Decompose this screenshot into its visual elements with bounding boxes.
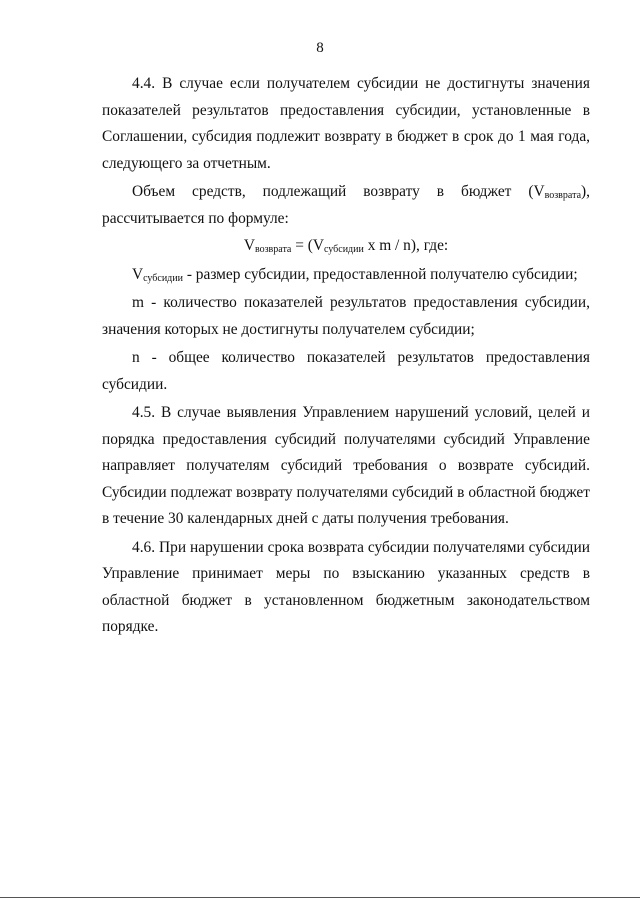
volume-subscript: возврата bbox=[544, 190, 582, 201]
definition-v-subsidy bbox=[102, 262, 590, 289]
paragraph-4-4: 4.4. В случае если получателем субсидии не достигнуты значения показателей результатов предоставления субсидии, установленные в Соглашении, субсидия подлежит возврату в бюджет в срок до 1 мая года, следующего за отчетным. bbox=[102, 75, 590, 172]
paragraph-4-5: 4.5. В случае выявления Управлением нарушений условий, целей и порядка предоставления субсидий получателями субсидий Управление направляет получателям субсидий требования о возврате субсидий. Субсидии подлежат возврату получателями субсидий в областной бюджет в течение 30 календарных дней с даты получения требования. bbox=[102, 404, 590, 527]
paragraph-4-6: 4.6. При нарушении срока возврата субсидии получателями субсидии Управление принимает меры по взысканию указанных средств в областной бюджет в установленном бюджетным законодательством порядке. bbox=[102, 538, 590, 635]
formula-s-subscript: субсидии bbox=[324, 244, 364, 255]
bottom-edge-line bbox=[0, 897, 640, 898]
volume-text-after: ), рассчитывается по формуле: bbox=[102, 183, 590, 227]
formula-eq-open: = (V bbox=[291, 237, 324, 254]
volume-text-before: Объем средств, подлежащий возврату в бюджет (V bbox=[132, 183, 545, 200]
formula-v: V bbox=[243, 237, 255, 254]
def-v-subscript: субсидии bbox=[143, 272, 183, 284]
definition-m: m - количество показателей результатов предоставления субсидии, значения которых не достигнуты получателем субсидии; bbox=[102, 294, 590, 338]
def-v-letter: V bbox=[132, 265, 144, 283]
page-number: 8 bbox=[316, 40, 324, 56]
paragraph-volume-intro bbox=[102, 179, 590, 232]
document-body bbox=[102, 71, 590, 641]
definition-n: n - общее количество показателей результатов предоставления субсидии. bbox=[102, 349, 590, 393]
formula-rest: x m / n), где: bbox=[363, 237, 449, 254]
formula-v-subscript: возврата bbox=[254, 244, 292, 255]
formula bbox=[102, 233, 590, 260]
def-v-text: - размер субсидии, предоставленной получателю субсидии; bbox=[182, 265, 578, 283]
